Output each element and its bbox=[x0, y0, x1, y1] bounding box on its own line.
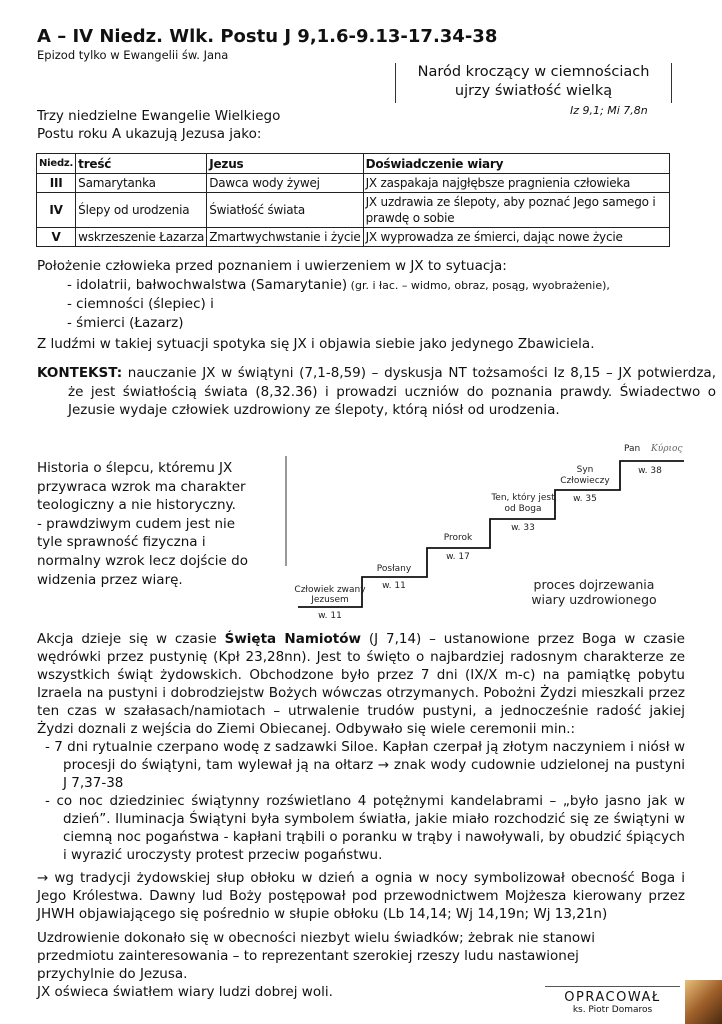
table-cell: JX wyprowadza ze śmierci, dając nowe życie bbox=[363, 228, 669, 247]
history-text: - prawdziwym cudem jest nie tyle sprawność fizyczna i normalny wzrok lecz dojście do widzenia przez wiarę. bbox=[37, 515, 248, 588]
diagram-caption: wiary uzdrowionego bbox=[531, 592, 657, 607]
list-item: - ciemności (ślepiec) i bbox=[67, 296, 214, 313]
situation-lead: Położenie człowieka przed poznaniem i uwierzeniem w JX to sytuacja: bbox=[37, 258, 507, 274]
step-verse: w. 38 bbox=[638, 466, 662, 476]
table-cell: IV bbox=[37, 193, 76, 228]
step-verse: w. 17 bbox=[446, 552, 470, 562]
step-label: od Boga bbox=[504, 504, 542, 514]
step-verse: w. 11 bbox=[318, 611, 342, 621]
column-header: Jezus bbox=[207, 154, 363, 174]
table-cell: V bbox=[37, 228, 76, 247]
intro-line: Trzy niedzielne Ewangelie Wielkiego bbox=[37, 108, 281, 124]
feast-paragraph bbox=[37, 630, 685, 738]
step-label: Syn bbox=[576, 465, 594, 475]
context-label: KONTEKST: bbox=[37, 364, 123, 381]
list-item: - śmierci (Łazarz) bbox=[67, 314, 184, 331]
item-note: (gr. i łac. – widmo, obraz, posąg, wyobrażenie), bbox=[347, 278, 610, 292]
feast-section bbox=[37, 630, 685, 1001]
intro-line: Postu roku A ukazują Jezusa jako: bbox=[37, 126, 262, 142]
step-label: Posłany bbox=[376, 564, 412, 574]
table-cell: JX zaspakaja najgłębsze pragnienia człowieka bbox=[363, 174, 669, 193]
text: Akcja dzieje się w czasie bbox=[37, 631, 225, 647]
column-header: Doświadczenie wiary bbox=[363, 154, 669, 174]
footer-credit bbox=[545, 986, 680, 1015]
pillar-paragraph: → wg tradycji żydowskiej słup obłoku w dzień a ognia w nocy symbolizował obecność Boga i Jego Królestwa. Dawny lud Boży postępował pod przewodnictwem Mojżesza kierowany przez JHWH objawiającego się pośrednio w słupie obłoku (Lb 14,14; Wj 14,19n; Wj 13,21n) bbox=[37, 870, 685, 922]
step-verse: w. 33 bbox=[511, 523, 535, 533]
text: (J 7,14) – ustanowione przez Boga w czasie wędrówki przez pustynię (Kpł 23,28nn). Jest to święto o najbardziej radosnym charakterze ze wszystkich świąt żydowskich. Obchodzone było przez 7 dni (IX/X m-c) na pamiątkę pobytu Izraela na pustyni i dobrodziejstw Bożych wówczas otrzymanych. Pobożni Żydzi mieszkali przez ten czas w szałasach/namiotach – utrwalenie trudów pustyni, a jednocześnie radość jakiej Żydzi doznali z wejścia do Ziemi Obiecanej. Odbywało się wiele ceremonii min.: bbox=[37, 631, 685, 737]
column-header: Niedz. bbox=[37, 154, 76, 174]
situation-closing: Z ludźmi w takiej sytuacji spotyka się JX i objawia siebie jako jedynego Zbawiciela. bbox=[37, 336, 595, 353]
step-label: Człowiek zwany bbox=[294, 585, 366, 595]
table-cell: JX uzdrawia ze ślepoty, aby poznać Jego samego i prawdę o sobie bbox=[363, 193, 669, 228]
quote-line: ujrzy światłość wielką bbox=[454, 83, 613, 99]
step-label-greek: Κύριος bbox=[651, 444, 683, 454]
feast-name: Święta Namiotów bbox=[224, 631, 361, 647]
quote-line: Naród kroczący w ciemnościach bbox=[417, 64, 650, 80]
table-cell: Światłość świata bbox=[207, 193, 363, 228]
subtitle: Epizod tylko w Ewangelii św. Jana bbox=[37, 48, 229, 62]
table-cell: Zmartwychwstanie i życie bbox=[207, 228, 363, 247]
step-verse: w. 11 bbox=[382, 581, 406, 591]
step-label: Pan bbox=[624, 444, 641, 454]
column-header: treść bbox=[76, 154, 207, 174]
table-cell: Ślepy od urodzenia bbox=[76, 193, 207, 228]
healing-paragraph: JX oświeca światłem wiary ludzi dobrej woli. bbox=[37, 984, 333, 1000]
step-label: Prorok bbox=[443, 533, 473, 543]
step-label: Człowieczy bbox=[560, 476, 610, 486]
step-label: Jezusem bbox=[311, 595, 349, 605]
bible-image bbox=[685, 980, 722, 1024]
credit-author: ks. Piotr Domaros bbox=[572, 1005, 653, 1015]
credit-label: OPRACOWAŁ bbox=[564, 990, 661, 1005]
list-item: - co noc dziedziniec świątynny rozświetlano 4 potężnymi kandelabrami – „było jasno jak w dzień”. Iluminacja Świątyni była symbolem światła, jakie miało rozchodzić się ze świątyni w ciemną noc pogaństwa - kapłani trąbili o poranku w trąby i nawoływali, by obudzić śpiących i wyrazić uroczysty protest przeciw pogaństwu. bbox=[45, 793, 685, 863]
history-text: Historia o ślepcu, któremu JX przywraca wzrok ma charakter teologiczny a nie historyczny. bbox=[37, 460, 246, 514]
diagram-caption: proces dojrzewania bbox=[533, 577, 655, 592]
quote-reference: Iz 9,1; Mi 7,8n bbox=[570, 104, 648, 117]
table-cell: wskrzeszenie Łazarza bbox=[76, 228, 207, 247]
context-text: nauczanie JX w świątyni (7,1-8,59) – dyskusja NT tożsamości Iz 8,15 – JX potwierdza, że jest światłością świata (8,32.36) i prowadzi uczniów do poznania prawdy. Świadectwo o Jezusie wydaje człowiek uzdrowiony ze ślepoty, którą niósł od urodzenia. bbox=[68, 364, 716, 419]
step-verse: w. 35 bbox=[573, 494, 597, 504]
table-cell: Dawca wody żywej bbox=[207, 174, 363, 193]
table-cell: Samarytanka bbox=[76, 174, 207, 193]
list-item: - 7 dni rytualnie czerpano wodę z sadzawki Siloe. Kapłan czerpał ją złotym naczyniem i niósł w procesji do świątyni, tam wylewał ją na ołtarz → znak wody cudownie udzielonej na pustyni J 7,37-38 bbox=[45, 739, 685, 791]
table-cell: III bbox=[37, 174, 76, 193]
step-label: Ten, który jest bbox=[491, 493, 555, 503]
page-title: A – IV Niedz. Wlk. Postu J 9,1.6-9.13-17.34-38 bbox=[37, 26, 498, 47]
item-text: - idolatrii, bałwochwalstwa (Samarytanie) bbox=[67, 276, 348, 293]
healing-paragraph: Uzdrowienie dokonało się w obecności niezbyt wielu świadków; żebrak nie stanowi przedmiotu zainteresowania – to reprezentant szerokiej rzeszy ludu nastawionej przychylnie do Jezusa. bbox=[37, 930, 595, 982]
